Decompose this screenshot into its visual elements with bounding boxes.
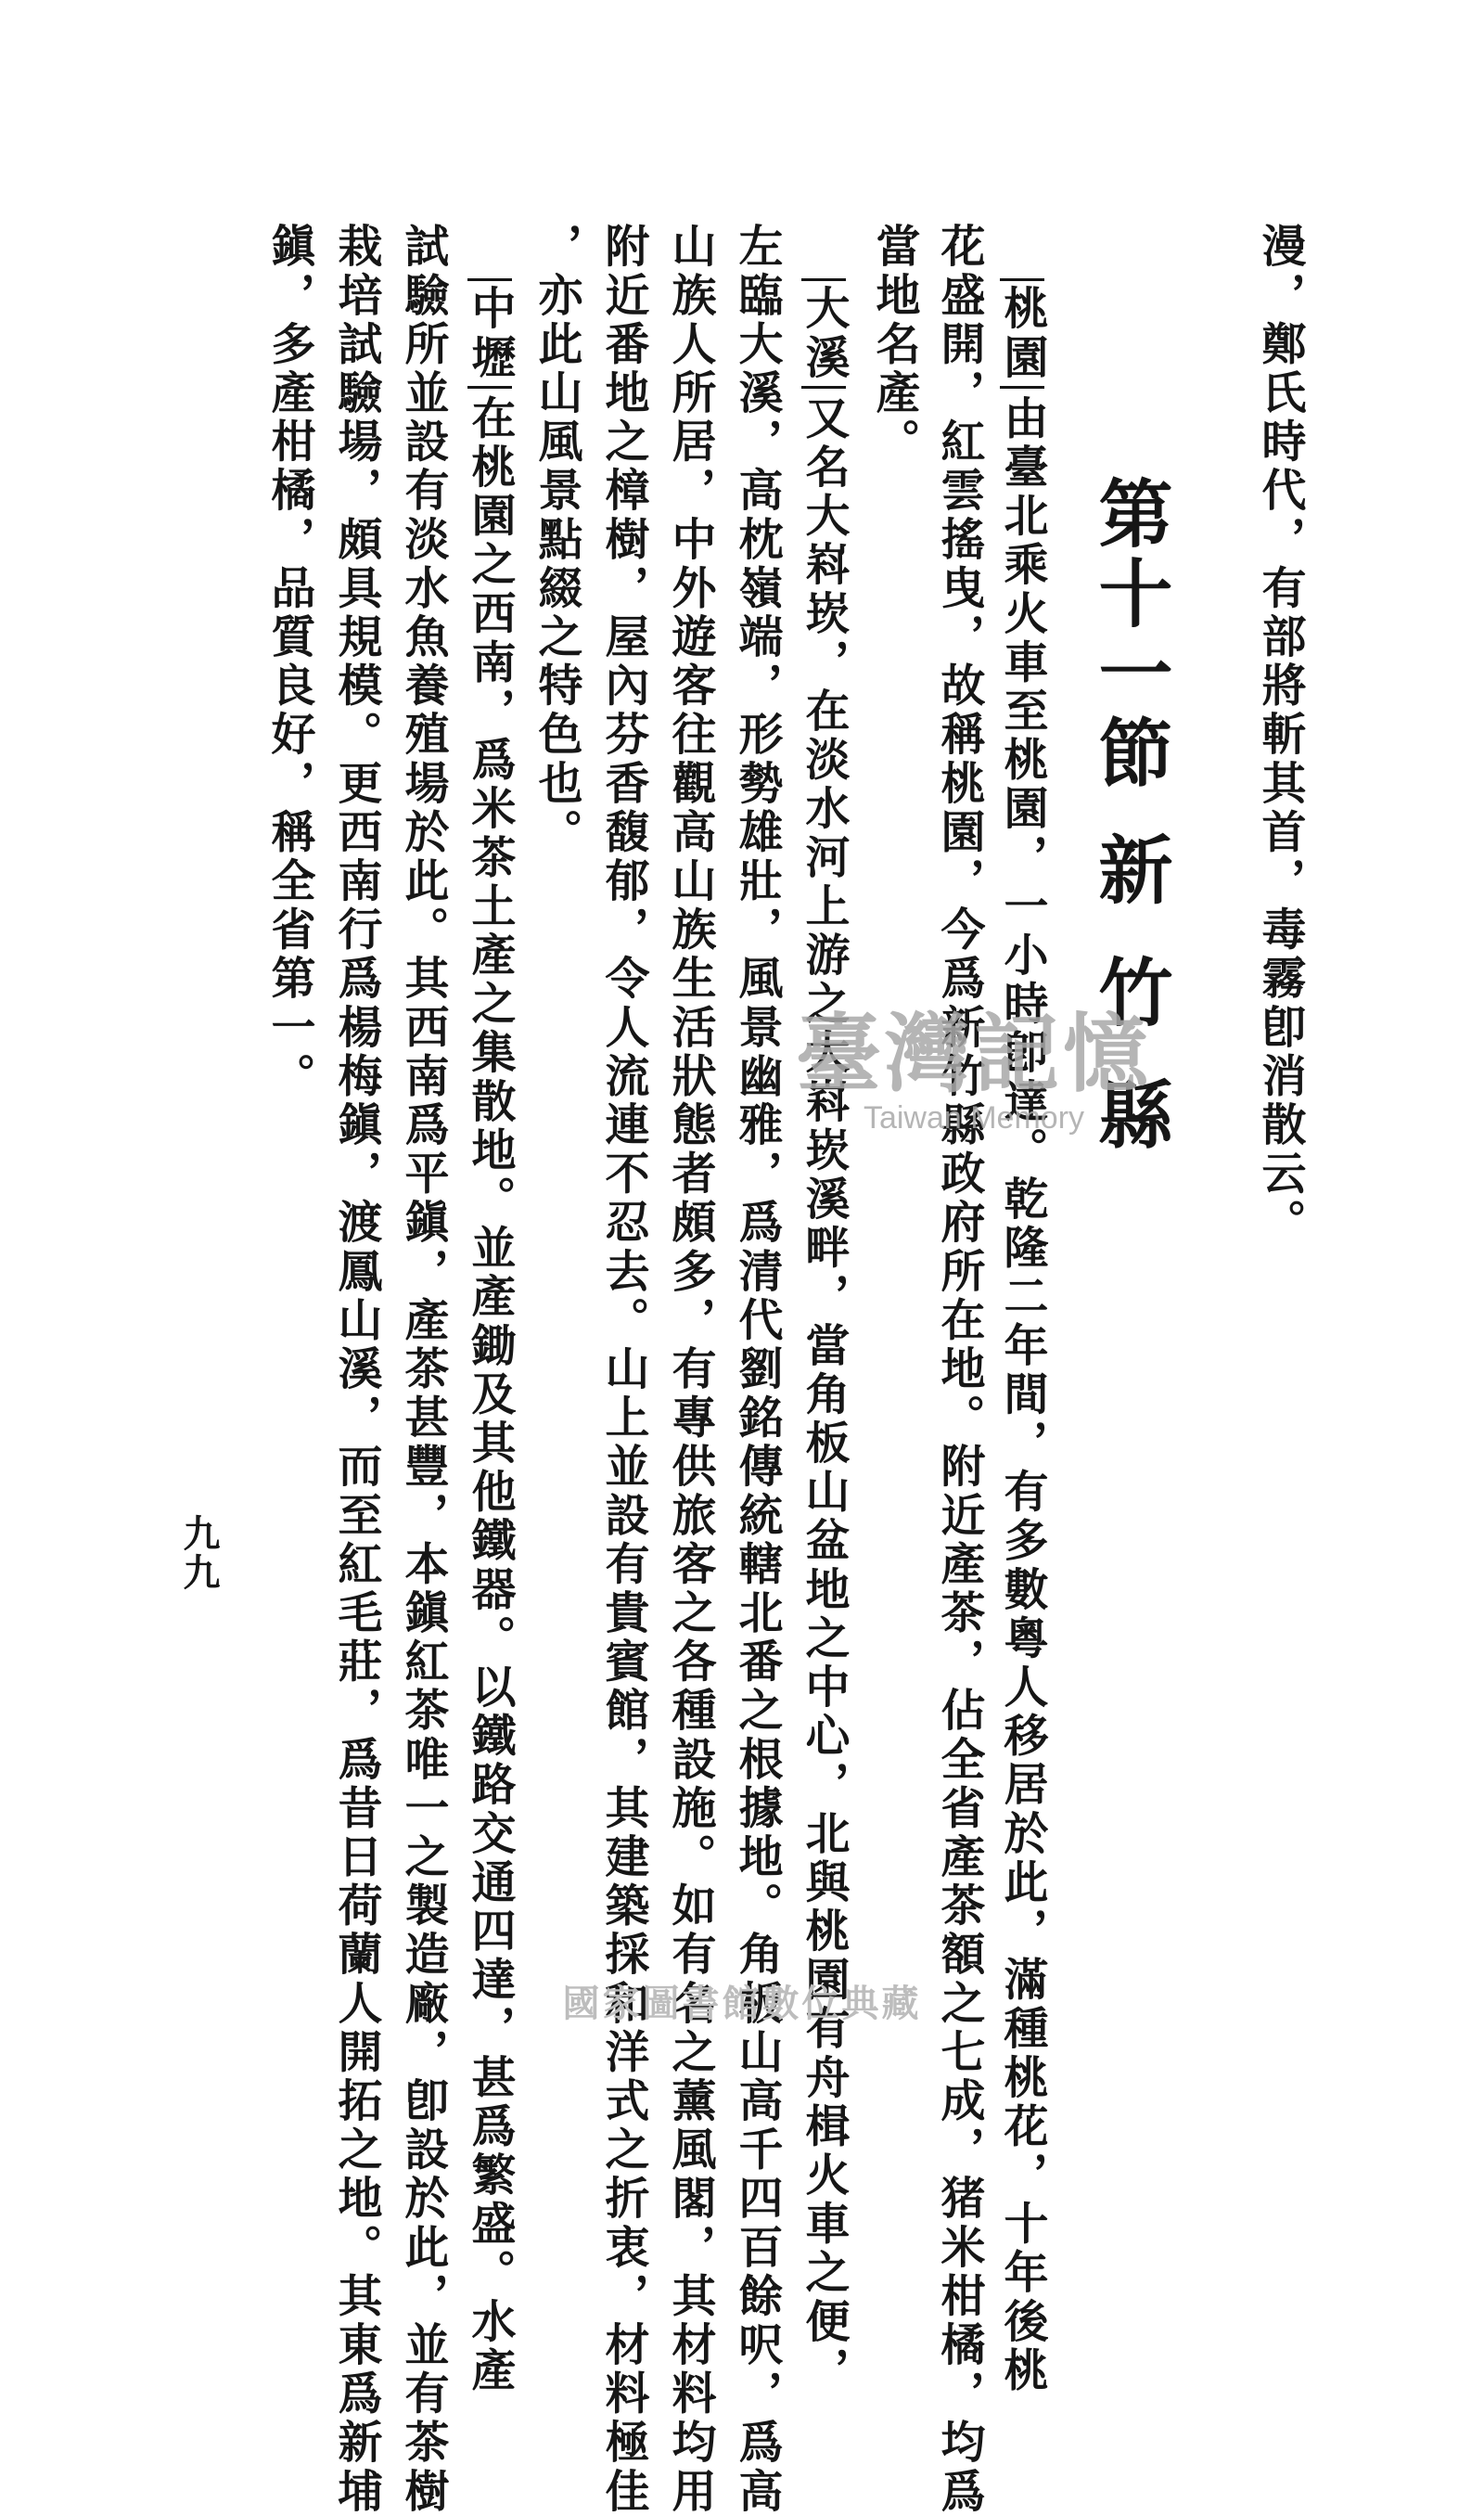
place-tag-daxi: 大溪 (801, 278, 846, 389)
place-tag-zhongli: 中壢 (467, 278, 512, 389)
text-column-12 (330, 223, 382, 2516)
column-text: 附近番地之樟樹，屋內芬香馥郁，令人流連不忍去。山上並設有貴賓館，其建築採和洋式之折衷，材料極佳 (597, 223, 649, 2516)
text-column-8 (597, 223, 649, 2516)
column-text: ，亦此山風景點綴之特色也。 (531, 223, 582, 857)
column-text: 當地名產。 (868, 223, 920, 467)
text-column-9 (531, 223, 582, 857)
footer-credit: 國家圖書館數位典藏 (562, 1983, 922, 2025)
column-text: 左臨大溪，高枕嶺端，形勢雄壯，風景幽雅，爲清代劉銘傳統轄北番之根據地。角板山高千四百餘呎，爲高 (731, 223, 783, 2516)
text-column-6 (731, 223, 783, 2516)
text-column-2 (868, 223, 920, 467)
section-number: 第十一節 (1086, 475, 1173, 794)
text-column-13 (263, 223, 315, 1101)
text-column-7 (664, 223, 716, 2516)
place-tag-taoyuan: 桃園 (1000, 278, 1044, 389)
watermark-logo (761, 1004, 1187, 1136)
entry-taoyuan (996, 278, 1048, 2395)
entry-zhongli (464, 278, 516, 2395)
section-name: 新竹縣 (1086, 831, 1173, 1199)
watermark-chinese: 臺灣記憶 (795, 1004, 1152, 1104)
watermark-english: Taiwan Memory (863, 1100, 1085, 1136)
column-text: 由臺北乘火車至桃園，一小時卽達。乾隆二年間，有多數粵人移居於此，滿種桃花，十年後桃 (996, 394, 1048, 2395)
column-text: 在桃園之西南，爲米茶土產之集散地。並產鋤及其他鐵器。以鐵路交通四達，甚爲繁盛。水產 (464, 394, 516, 2395)
column-text: 花盛開，紅雲搖曳，故稱桃園，今爲新竹縣政府所在地。附近產茶，佔全省產茶額之七成，猪米柑橘，均爲 (933, 223, 985, 2516)
column-text: 山族人所居，中外遊客往觀高山族生活狀態者頗多，有專供旅客之各種設施。如有名之薰風閣，其材料均用 (664, 223, 716, 2516)
column-text: 鎭，多產柑橘，品質良好，稱全省第一。 (263, 223, 315, 1101)
page-number: 九九 (177, 1514, 221, 1592)
column-text: 栽培試驗場，頗具規模。更西南行爲楊梅鎭，渡鳳山溪，而至紅毛莊，爲昔日荷蘭人開拓之地。其東爲新埔 (330, 223, 382, 2516)
column-text: 又名大嵙崁，在淡水河上游之大嵙崁溪畔，當角板山盆地之中心，北與桃園有舟楫火車之便， (798, 394, 850, 2395)
text-column-1 (1254, 223, 1306, 1248)
text-column-11 (397, 223, 449, 2516)
entry-daxi (798, 278, 850, 2395)
column-text: 漫，鄭氏時代，有部將斬其首，毒霧卽消散云。 (1254, 223, 1306, 1248)
column-text: 試驗所並設有淡水魚養殖場於此。其西南爲平鎭，產茶甚豐，本鎭紅茶唯一之製造廠，卽設於此，並有茶樹 (397, 223, 449, 2516)
text-column-4 (933, 223, 985, 2516)
